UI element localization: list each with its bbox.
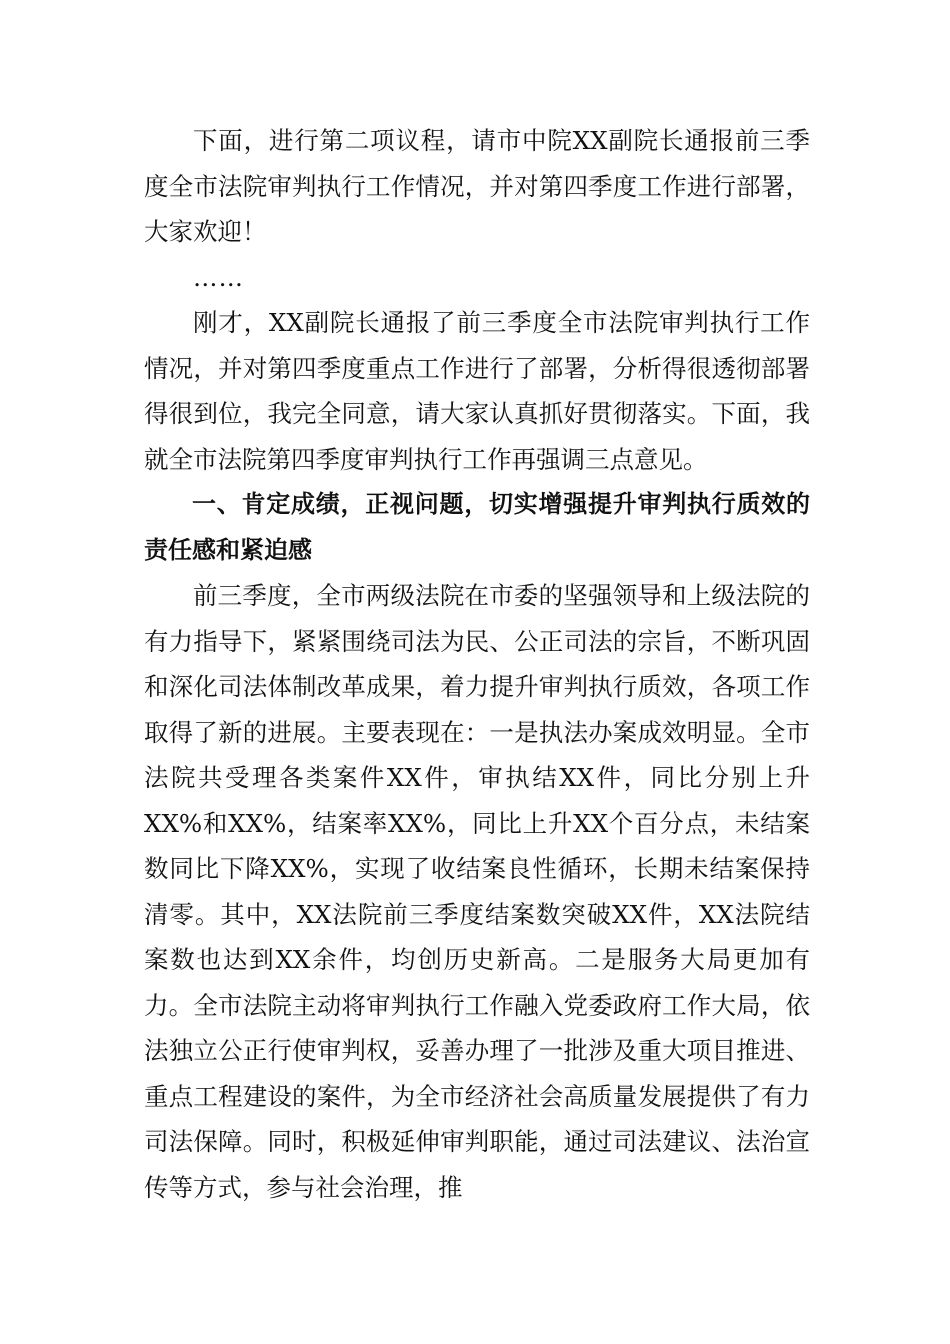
paragraph-achievements: 前三季度，全市两级法院在市委的坚强领导和上级法院的有力指导下，紧紧围绕司法为民、公正司法的宗旨，不断巩固和深化司法体制改革成果，着力提升审判执行质效，各项工作取得了新的进展。主要表现在：一是执法办案成效明显。全市法院共受理各类案件XX件，审执结XX件，同比分别上升XX%和XX%，结案率XX%，同比上升XX个百分点，未结案数同比下降XX%，实现了收结案良性循环，长期未结案保持清零。其中，XX法院前三季度结案数突破XX件，XX法院结案数也达到XX余件，均创历史新高。二是服务大局更加有力。全市法院主动将审判执行工作融入党委政府工作大局，依法独立公正行使审判权，妥善办理了一批涉及重大项目推进、重点工程建设的案件，为全市经济社会高质量发展提供了有力司法保障。同时，积极延伸审判职能，通过司法建议、法治宣传等方式，参与社会治理，推 [144, 581, 810, 1202]
section-heading-1: 一、肯定成绩，正视问题，切实增强提升审判执行质效的责任感和紧迫感 [144, 490, 810, 564]
paragraph-summary: 刚才，XX副院长通报了前三季度全市法院审判执行工作情况，并对第四季度重点工作进行了部署，分析得很透彻部署得很到位，我完全同意，请大家认真抓好贯彻落实。下面，我就全市法院第四季度审判执行工作再强调三点意见。 [144, 308, 810, 474]
paragraph-ellipsis: …… [193, 262, 244, 292]
paragraph-agenda: 下面，进行第二项议程，请市中院XX副院长通报前三季度全市法院审判执行工作情况，并对第四季度工作进行部署，大家欢迎！ [144, 126, 810, 246]
document-page [144, 118, 810, 1210]
